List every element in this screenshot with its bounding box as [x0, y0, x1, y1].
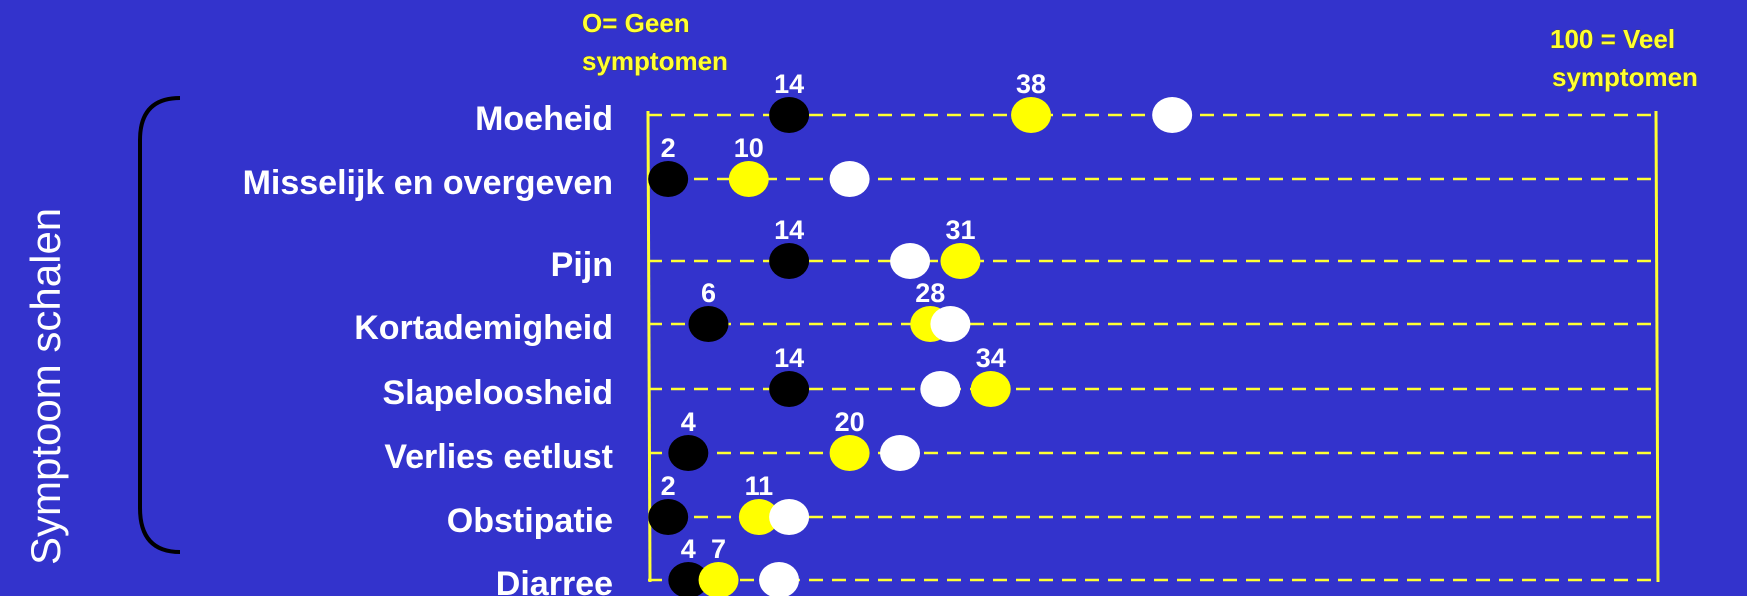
value-label-yellow-verlies-eetlust: 20: [834, 407, 865, 437]
series-black-marker-slapeloosheid: [769, 371, 809, 407]
category-label-kortademigheid: Kortademigheid: [354, 309, 613, 347]
series-black-marker-misselijk-en-overgeven: [648, 161, 688, 197]
value-label-yellow-diarree: 7: [711, 534, 727, 564]
category-brace: [140, 98, 180, 552]
series-white-marker-pijn: [890, 243, 930, 279]
series-black-marker-pijn: [769, 243, 809, 279]
series-yellow-marker-verlies-eetlust: [830, 435, 870, 471]
value-label-black-moeheid: 14: [774, 69, 805, 99]
series-yellow-marker-slapeloosheid: [971, 371, 1011, 407]
value-label-black-verlies-eetlust: 4: [680, 407, 696, 437]
series-black-marker-obstipatie: [648, 499, 688, 535]
value-label-black-diarree: 4: [680, 534, 696, 564]
series-yellow-marker-misselijk-en-overgeven: [729, 161, 769, 197]
value-label-black-misselijk-en-overgeven: 2: [660, 133, 676, 163]
markers: [648, 97, 1192, 596]
value-label-yellow-obstipatie: 11: [744, 471, 774, 501]
series-white-marker-kortademigheid: [930, 306, 970, 342]
y-axis-title: Symptoom schalen: [22, 207, 69, 565]
category-label-diarree: Diarree: [495, 565, 613, 596]
category-label-moeheid: Moeheid: [475, 100, 613, 138]
value-label-black-kortademigheid: 6: [700, 278, 716, 308]
category-label-pijn: Pijn: [550, 246, 613, 284]
category-label-obstipatie: Obstipatie: [446, 502, 613, 540]
series-yellow-marker-diarree: [699, 562, 739, 596]
value-label-black-obstipatie: 2: [660, 471, 676, 501]
min-note-line-1: O= Geen: [582, 8, 690, 38]
series-white-marker-diarree: [759, 562, 799, 596]
value-label-yellow-kortademigheid: 28: [915, 278, 946, 308]
category-label-slapeloosheid: Slapeloosheid: [382, 374, 613, 412]
series-yellow-marker-moeheid: [1011, 97, 1051, 133]
max-note-line-1: 100 = Veel: [1550, 24, 1676, 54]
category-labels: [243, 100, 613, 596]
category-label-misselijk-en-overgeven: Misselijk en overgeven: [242, 164, 613, 202]
value-label-yellow-moeheid: 38: [1016, 69, 1047, 99]
axis-max-line: [1656, 111, 1658, 582]
value-label-black-pijn: 14: [774, 215, 805, 245]
value-label-black-slapeloosheid: 14: [774, 343, 805, 373]
min-note-line-2: symptomen: [582, 46, 728, 76]
value-label-yellow-slapeloosheid: 34: [975, 343, 1006, 373]
series-black-marker-verlies-eetlust: [668, 435, 708, 471]
value-label-yellow-misselijk-en-overgeven: 10: [733, 133, 764, 163]
series-white-marker-moeheid: [1152, 97, 1192, 133]
series-yellow-marker-pijn: [940, 243, 980, 279]
series-white-marker-misselijk-en-overgeven: [830, 161, 870, 197]
series-white-marker-verlies-eetlust: [880, 435, 920, 471]
series-white-marker-obstipatie: [769, 499, 809, 535]
max-note-line-2: symptomen: [1552, 62, 1698, 92]
category-label-verlies-eetlust: Verlies eetlust: [384, 438, 613, 476]
series-black-marker-moeheid: [769, 97, 809, 133]
series-white-marker-slapeloosheid: [920, 371, 960, 407]
value-label-yellow-pijn: 31: [945, 215, 976, 245]
series-black-marker-kortademigheid: [688, 306, 728, 342]
